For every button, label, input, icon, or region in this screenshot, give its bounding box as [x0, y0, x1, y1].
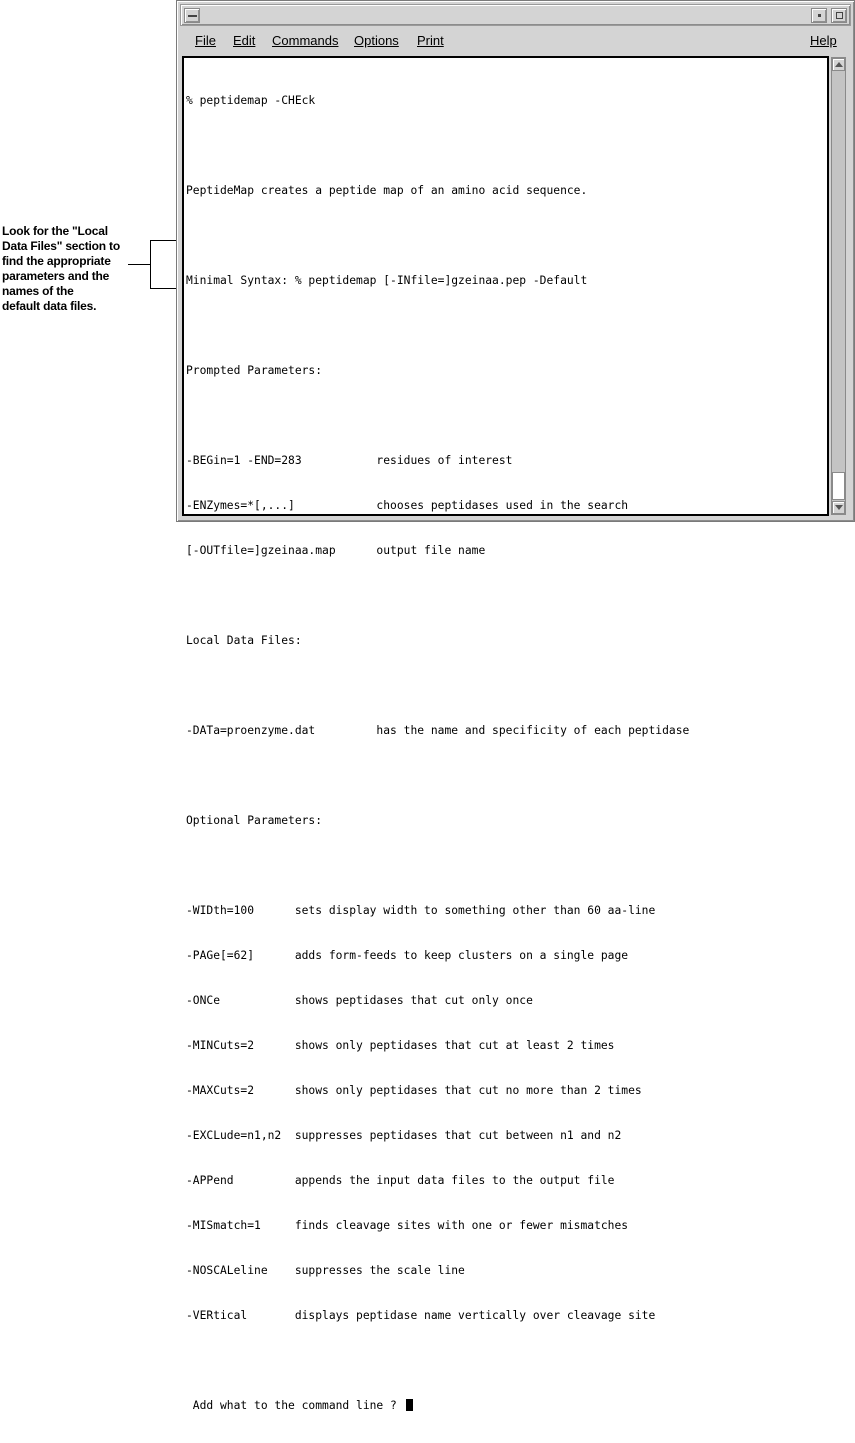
maximize-button[interactable]	[831, 8, 847, 23]
callout-annotation	[2, 224, 132, 314]
terminal-line: Optional Parameters:	[186, 814, 323, 827]
terminal-line	[186, 408, 827, 423]
menu-print-label: Print	[417, 33, 444, 48]
menu-help[interactable]	[810, 33, 837, 48]
vertical-scrollbar[interactable]	[831, 57, 846, 515]
terminal-line	[186, 1353, 827, 1368]
prompt-text: Add what to the command line ?	[186, 1399, 404, 1412]
terminal-line: -VERtical displays peptidase name vertically over cleavage site	[186, 1309, 656, 1322]
menu-file-label: File	[195, 33, 216, 48]
arrow-up-icon	[835, 62, 843, 67]
scroll-thumb[interactable]	[832, 472, 845, 500]
callout-connector	[128, 264, 150, 265]
callout-line: find the appropriate	[2, 254, 111, 268]
minimize-button[interactable]	[811, 8, 827, 23]
menu-edit-label: Edit	[233, 33, 256, 48]
window-menu-icon	[188, 15, 197, 17]
menu-options[interactable]	[354, 33, 399, 48]
terminal-line	[186, 228, 827, 243]
callout-bracket	[150, 240, 176, 289]
terminal-line: Minimal Syntax: % peptidemap [-INfile=]gzeinaa.pep -Default	[186, 274, 588, 287]
terminal-text	[186, 63, 827, 1443]
terminal-line: -EXCLude=n1,n2 suppresses peptidases that cut between n1 and n2	[186, 1129, 622, 1142]
menu-file[interactable]	[195, 33, 216, 48]
scroll-up-button[interactable]	[832, 58, 845, 71]
command-prompt[interactable]	[186, 1398, 827, 1413]
terminal-line: -DATa=proenzyme.dat has the name and specificity of each peptidase	[186, 724, 690, 737]
terminal-line	[186, 678, 827, 693]
maximize-icon	[836, 12, 843, 19]
menu-bar	[180, 28, 851, 54]
terminal-line: -ONCe shows peptidases that cut only once	[186, 994, 533, 1007]
terminal-line: Local Data Files:	[186, 634, 302, 647]
terminal-line: -NOSCALeline suppresses the scale line	[186, 1264, 465, 1277]
callout-line: Data Files" section to	[2, 239, 120, 253]
arrow-down-icon	[835, 505, 843, 510]
callout-line: names of the	[2, 284, 74, 298]
terminal-line: -PAGe[=62] adds form-feeds to keep clusters on a single page	[186, 949, 629, 962]
menu-print[interactable]	[417, 33, 444, 48]
terminal-line: Prompted Parameters:	[186, 364, 323, 377]
terminal-line	[186, 588, 827, 603]
menu-options-label: Options	[354, 33, 399, 48]
callout-line: default data files.	[2, 299, 97, 313]
terminal-output-area[interactable]	[182, 56, 829, 1412]
terminal-line: -ENZymes=*[,...] chooses peptidases used in the search	[186, 499, 629, 512]
menu-help-label: Help	[810, 33, 837, 48]
terminal-line: -BEGin=1 -END=283 residues of interest	[186, 454, 513, 467]
text-cursor	[406, 1399, 413, 1411]
terminal-line	[186, 858, 827, 873]
scroll-down-button[interactable]	[832, 501, 845, 514]
menu-edit[interactable]	[233, 33, 255, 48]
terminal-line: -MINCuts=2 shows only peptidases that cut at least 2 times	[186, 1039, 615, 1052]
title-bar[interactable]	[180, 4, 851, 26]
terminal-line: -WIDth=100 sets display width to something other than 60 aa-line	[186, 904, 656, 917]
terminal-line	[186, 318, 827, 333]
terminal-line	[186, 768, 827, 783]
menu-commands-label: Commands	[272, 33, 339, 48]
terminal-line: PeptideMap creates a peptide map of an amino acid sequence.	[186, 184, 588, 197]
app-window	[176, 0, 855, 1412]
terminal-line: -APPend appends the input data files to the output file	[186, 1174, 615, 1187]
terminal-line	[186, 138, 827, 153]
menu-commands[interactable]	[272, 33, 338, 48]
terminal-line: % peptidemap -CHEck	[186, 94, 316, 107]
terminal-line: -MAXCuts=2 shows only peptidases that cut no more than 2 times	[186, 1084, 642, 1097]
minimize-icon	[818, 14, 821, 17]
callout-line: Look for the "Local	[2, 224, 108, 238]
terminal-line: -MISmatch=1 finds cleavage sites with one or fewer mismatches	[186, 1219, 629, 1232]
terminal-line: [-OUTfile=]gzeinaa.map output file name	[186, 544, 486, 557]
window-menu-button[interactable]	[184, 8, 200, 23]
callout-line: parameters and the	[2, 269, 110, 283]
